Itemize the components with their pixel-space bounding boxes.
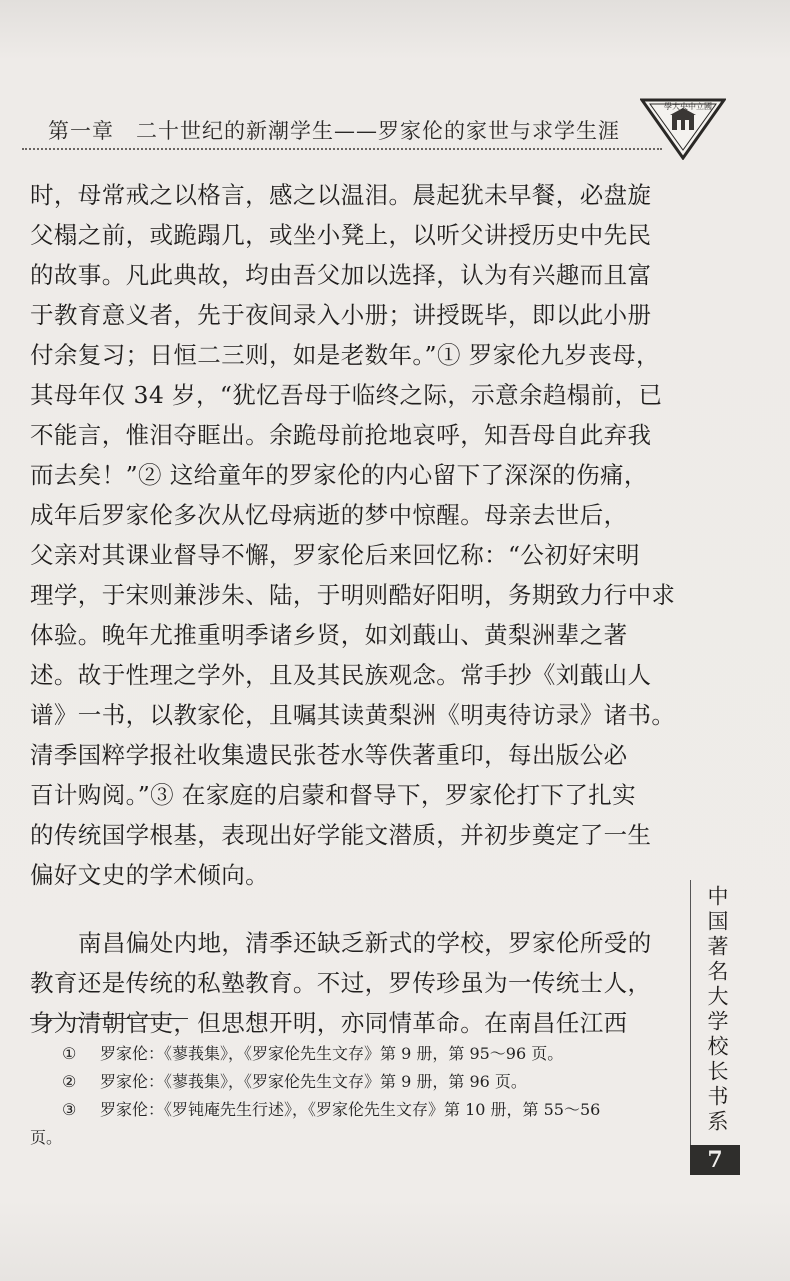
footnote-marker: ①	[62, 1044, 77, 1063]
text-line: 南昌偏处内地，清季还缺乏新式的学校，罗家伦所受的	[78, 929, 652, 957]
footnote-separator	[30, 1018, 188, 1019]
series-title: 中国著名大学校长书系	[705, 885, 729, 1135]
text-line: 清季国粹学报社收集遗民张苍水等佚著重印，每出版公必	[30, 741, 628, 769]
text-line: 成年后罗家伦多次从忆母病逝的梦中惊醒。母亲去世后，	[30, 501, 628, 529]
footnote-text: 罗家伦：《蓼莪集》，《罗家伦先生文存》第 9 册，第 95～96 页。	[100, 1044, 564, 1063]
text-line: 时，母常戒之以格言，感之以温泪。晨起犹未早餐，必盘旋	[30, 181, 652, 209]
text-line: 不能言，惟泪夺眶出。余跪母前抢地哀呼，知吾母自此弃我	[30, 421, 652, 449]
text-line: 的故事。凡此典故，均由吾父加以选择，认为有兴趣而且富	[30, 261, 652, 289]
text-line: 父亲对其课业督导不懈，罗家伦后来回忆称：“公初好宋明	[30, 541, 640, 569]
page-number: 7	[690, 1145, 740, 1175]
text-line: 谱》一书，以教家伦，且嘱其读黄梨洲《明夷待访录》诸书。	[30, 701, 676, 729]
text-line: 而去矣！”② 这给童年的罗家伦的内心留下了深深的伤痛，	[30, 461, 648, 489]
footnote-1	[62, 1040, 682, 1068]
paragraph-2	[30, 923, 670, 1043]
text-line: 述。故于性理之学外，且及其民族观念。常手抄《刘蕺山人	[30, 661, 652, 689]
main-text	[30, 175, 676, 1043]
header-dotted-rule	[22, 148, 662, 150]
text-line: 父榻之前，或跪蹋几，或坐小凳上，以听父讲授历史中先民	[30, 221, 652, 249]
text-line: 偏好文史的学术倾向。	[30, 861, 269, 889]
text-line: 付余复习；日恒二三则，如是老数年。”① 罗家伦九岁丧母，	[30, 341, 660, 369]
text-line: 身为清朝官吏，但思想开明，亦同情革命。在南昌任江西	[30, 1009, 628, 1037]
footnote-3	[62, 1096, 682, 1124]
text-line: 体验。晚年尤推重明季诸乡贤，如刘蕺山、黄梨洲辈之著	[30, 621, 628, 649]
footnote-2	[62, 1068, 682, 1096]
text-line: 百计购阅。”③ 在家庭的启蒙和督导下，罗家伦打下了扎实	[30, 781, 637, 809]
text-line: 于教育意义者，先于夜间录入小册；讲授既毕，即以此小册	[30, 301, 652, 329]
footnote-text: 罗家伦：《蓼莪集》，《罗家伦先生文存》第 9 册，第 96 页。	[100, 1072, 527, 1091]
text-line: 其母年仅 34 岁，“犹忆吾母于临终之际，示意余趋榻前，已	[30, 381, 663, 409]
chapter-title: 二十世纪的新潮学生——罗家伦的家世与求学生涯	[136, 119, 620, 143]
chapter-number: 第一章	[48, 119, 114, 143]
text-line: 教育还是传统的私塾教育。不过，罗传珍虽为一传统士人，	[30, 969, 652, 997]
side-rule	[690, 880, 691, 1145]
text-line: 理学，于宋则兼涉朱、陆，于明则酷好阳明，务期致力行中求	[30, 581, 676, 609]
footnote-3-continuation: 页。	[30, 1128, 63, 1147]
footnote-marker: ②	[62, 1072, 77, 1091]
footnote-marker: ③	[62, 1100, 77, 1119]
paragraph-1	[30, 175, 676, 895]
running-header	[48, 115, 620, 145]
text-line: 的传统国学根基，表现出好学能文潜质，并初步奠定了一生	[30, 821, 652, 849]
emblem-lettering: 學大央中立國	[664, 102, 712, 111]
footnotes	[30, 1040, 682, 1152]
footnote-text: 罗家伦：《罗钝庵先生行述》，《罗家伦先生文存》第 10 册，第 55～56	[100, 1100, 601, 1119]
